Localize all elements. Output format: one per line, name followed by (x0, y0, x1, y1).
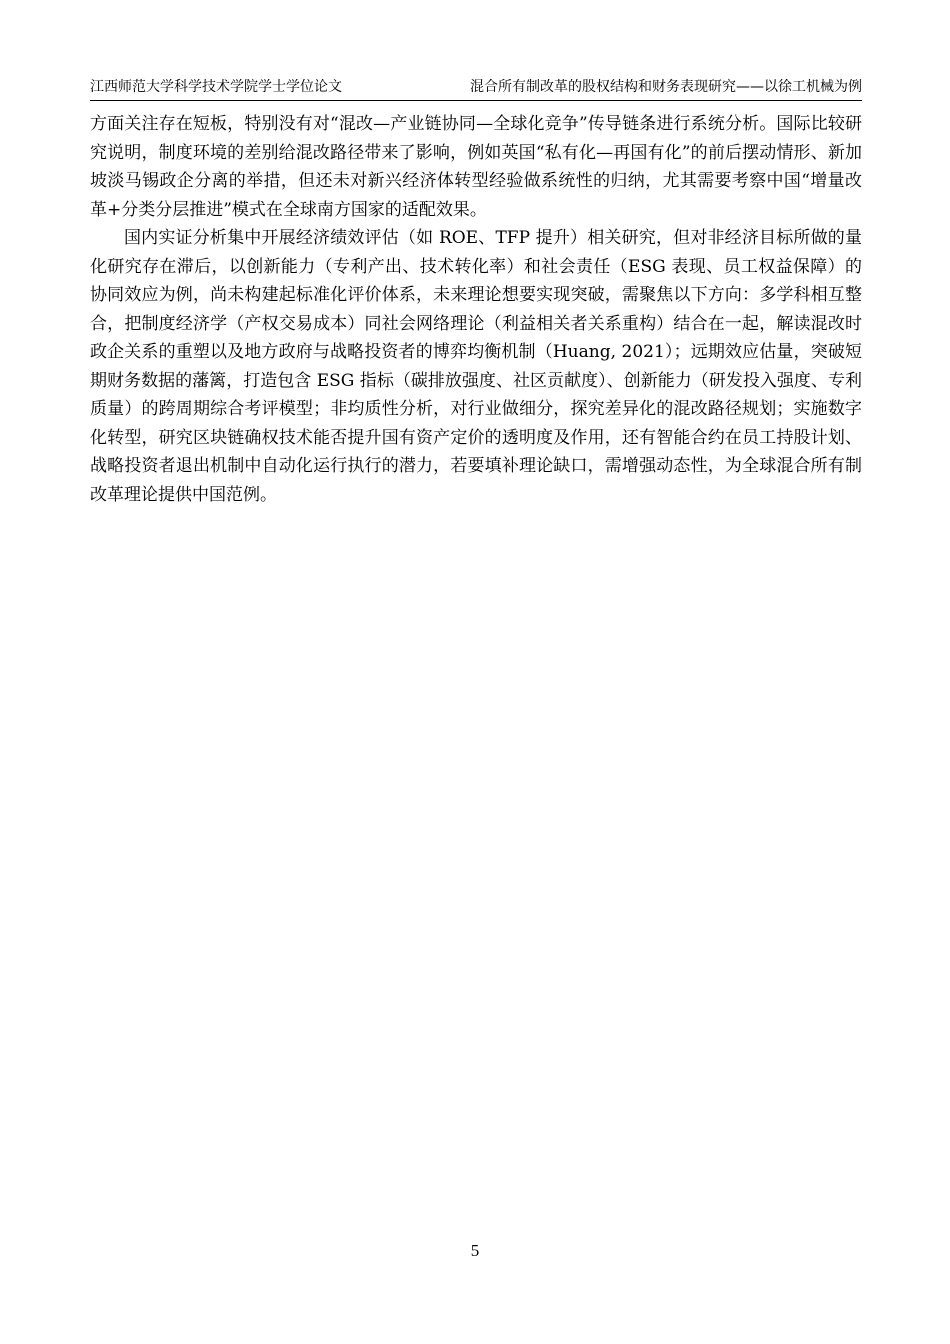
header-university-title: 江西师范大学科学技术学院学士学位论文 (90, 79, 342, 95)
body-text (90, 110, 862, 509)
page-header (90, 76, 862, 101)
page-number: 5 (470, 1241, 480, 1260)
paragraph-domestic-research: 国内实证分析集中开展经济绩效评估（如 ROE、TFP 提升）相关研究，但对非经济目标所做的量化研究存在滞后，以创新能力（专利产出、技术转化率）和社会责任（ESG 表现、员工权益保障）的协同效应为例，尚未构建起标准化评价体系，未来理论想要实现突破，需聚焦以下方向：多学科相互整合，把制度经济学（产权交易成本）同社会网络理论（利益相关者关系重构）结合在一起，解读混改时政企关系的重塑以及地方政府与战略投资者的博弈均衡机制（Huang, 2021）；远期效应估量，突破短期财务数据的藩篱，打造包含 ESG 指标（碳排放强度、社区贡献度）、创新能力（研发投入强度、专利质量）的跨周期综合考评模型；非均质性分析，对行业做细分，探究差异化的混改路径规划；实施数字化转型，研究区块链确权技术能否提升国有资产定价的透明度及作用，还有智能合约在员工持股计划、战略投资者退出机制中自动化运行执行的潜力，若要填补理论缺口，需增强动态性，为全球混合所有制改革理论提供中国范例。 (90, 228, 862, 505)
paragraph-continued: 方面关注存在短板，特别没有对“混改—产业链协同—全球化竞争”传导链条进行系统分析。国际比较研究说明，制度环境的差别给混改路径带来了影响，例如英国“私有化—再国有化”的前后摆动情形、新加坡淡马锡政企分离的举措，但还未对新兴经济体转型经验做系统性的归纳，尤其需要考察中国“增量改革+分类分层推进”模式在全球南方国家的适配效果。 (90, 114, 862, 220)
header-thesis-title: 混合所有制改革的股权结构和财务表现研究——以徐工机械为例 (470, 79, 862, 95)
